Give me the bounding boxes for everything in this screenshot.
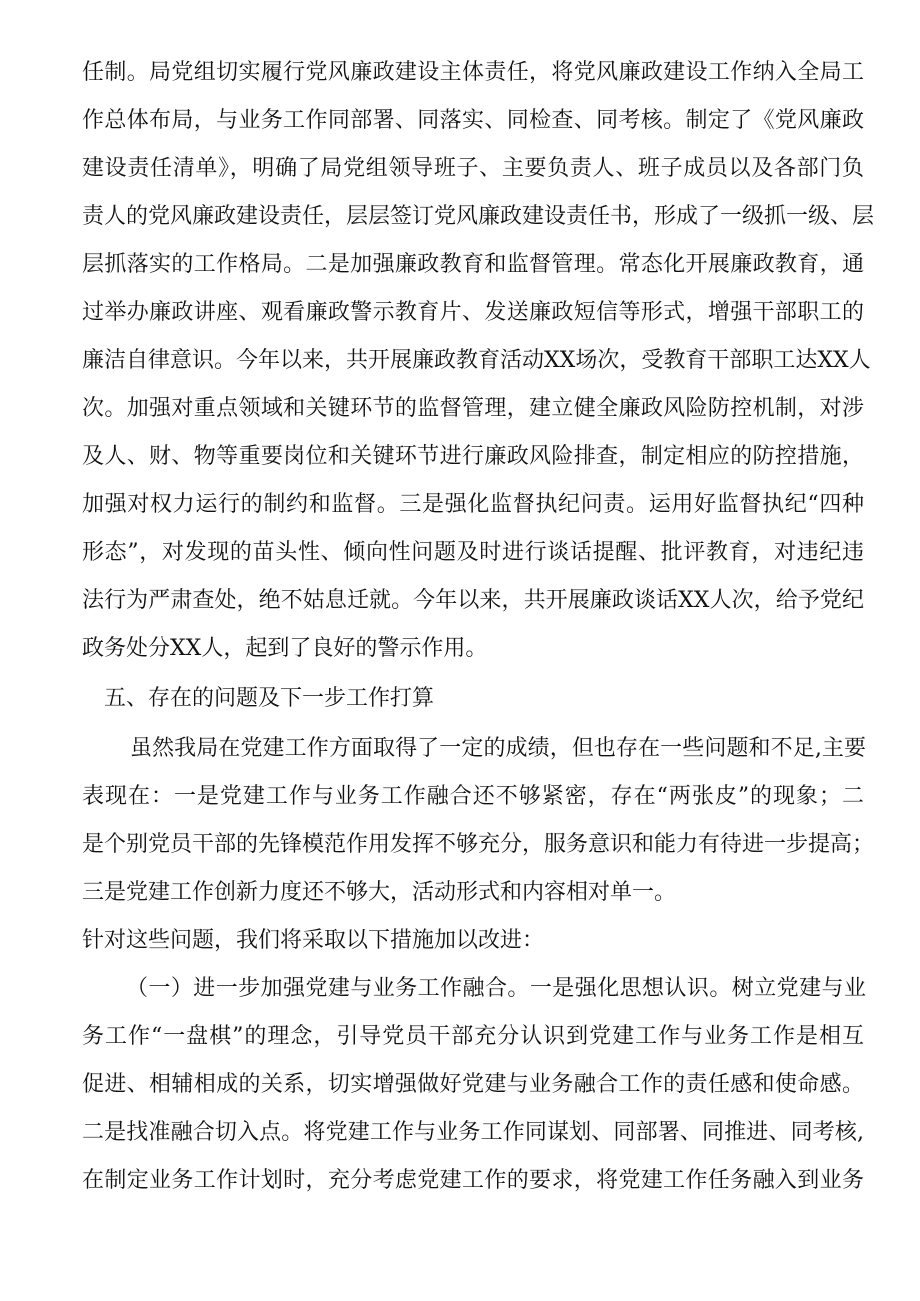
text-line: 表现在：一是党建工作与业务工作融合还不够紧密，存在“两张皮”的现象；二 <box>82 784 864 809</box>
text-line: 法行为严肃查处，绝不姑息迁就。今年以来，共开展廉政谈话XX人次，给予党纪 <box>82 588 864 613</box>
text-line: 在制定业务工作计划时，充分考虑党建工作的要求，将党建工作任务融入到业务 <box>82 1168 864 1193</box>
text-line: 责人的党风廉政建设责任，层层签订党风廉政建设责任书，形成了一级抓一级、层 <box>82 204 875 229</box>
text-line: 三是党建工作创新力度还不够大，活动形式和内容相对单一。 <box>82 880 677 905</box>
text-line: 二是找准融合切入点。将党建工作与业务工作同谋划、同部署、同推进、同考核, <box>82 1120 864 1145</box>
subsection-heading-line: （一）进一步加强党建与业务工作融合。一是强化思想认识。树立党建与业 <box>126 976 866 1001</box>
text-line: 层抓落实的工作格局。二是加强廉政教育和监督管理。常态化开展廉政教育，通 <box>82 252 864 277</box>
text-line: 政务处分XX人，起到了良好的警示作用。 <box>82 636 488 661</box>
text-line: 是个别党员干部的先锋模范作用发挥不够充分，服务意识和能力有待进一步提高； <box>82 832 875 857</box>
text-line: 次。加强对重点领域和关键环节的监督管理，建立健全廉政风险防控机制，对涉 <box>82 396 864 421</box>
text-line: 促进、相辅相成的关系，切实增强做好党建与业务融合工作的责任感和使命感。 <box>82 1072 864 1097</box>
text-line: 务工作“一盘棋”的理念，引导党员干部充分认识到党建工作与业务工作是相互 <box>82 1024 864 1049</box>
text-line: 虽然我局在党建工作方面取得了一定的成绩，但也存在一些问题和不足,主要 <box>130 736 866 761</box>
text-line: 建设责任清单》，明确了局党组领导班子、主要负责人、班子成员以及各部门负 <box>82 156 864 181</box>
text-line: 过举办廉政讲座、观看廉政警示教育片、发送廉政短信等形式，增强干部职工的 <box>82 300 864 325</box>
text-line: 任制。局党组切实履行党风廉政建设主体责任，将党风廉政建设工作纳入全局工 <box>82 60 864 85</box>
section-heading: 五、存在的问题及下一步工作打算 <box>104 686 435 711</box>
text-line: 加强对权力运行的制约和监督。三是强化监督执纪问责。运用好监督执纪“四种 <box>82 492 864 517</box>
text-line: 针对这些问题，我们将采取以下措施加以改进： <box>82 928 545 953</box>
text-line: 作总体布局，与业务工作同部署、同落实、同检查、同考核。制定了《党风廉政 <box>82 108 864 133</box>
text-line: 廉洁自律意识。今年以来，共开展廉政教育活动XX场次，受教育干部职工达XX人 <box>82 348 871 373</box>
text-line: 形态”，对发现的苗头性、倾向性问题及时进行谈话提醒、批评教育，对违纪违 <box>82 540 864 565</box>
text-line: 及人、财、物等重要岗位和关键环节进行廉政风险排查，制定相应的防控措施， <box>82 444 864 469</box>
